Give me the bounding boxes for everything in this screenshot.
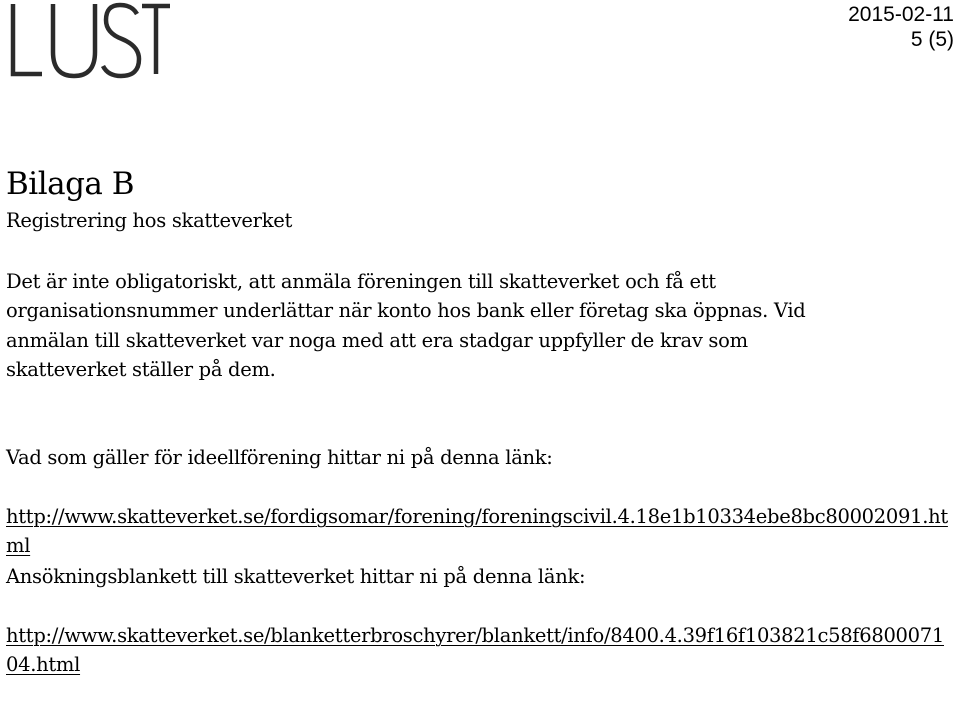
intro-paragraph: Det är inte obligatoriskt, att anmäla föreningen till skatteverket och få ett organisationsnummer underlättar när konto hos bank eller företag ska öppnas. Vid anmälan till skatteverket var noga med att era stadgar uppfyller de krav som skatteverket ställer på dem. [6,270,806,381]
document-date: 2015-02-11 [848,3,954,26]
ideell-text: Vad som gäller för ideellförening hittar ni på denna länk: [6,446,553,470]
document-subtitle: Registrering hos skatteverket [6,209,292,232]
document-header-meta [848,2,954,52]
ideell-link[interactable]: http://www.skatteverket.se/fordigsomar/forening/foreningscivil.4.18e1b10334ebe8bc80002091.html [6,504,948,558]
blankett-text: Ansökningsblankett till skatteverket hittar ni på denna länk: [6,565,586,589]
blankett-link[interactable]: http://www.skatteverket.se/blanketterbroschyrer/blankett/info/8400.4.39f16f103821c58f680007104.html [6,623,944,677]
blankett-section [6,533,956,709]
document-title: Bilaga B [6,166,135,202]
page-number: 5 (5) [910,28,954,51]
lust-logo [8,0,170,82]
lust-logo-mark [8,0,170,82]
